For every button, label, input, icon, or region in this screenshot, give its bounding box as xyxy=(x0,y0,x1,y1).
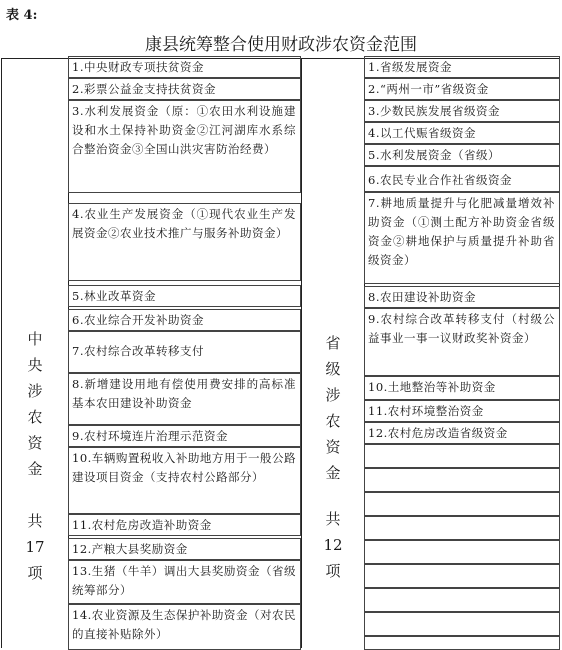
central-count: 17 xyxy=(25,538,45,556)
table-label: 表 4: xyxy=(6,8,38,23)
central-item: 5.林业改革资金 xyxy=(68,285,301,307)
provincial-item: 3.少数民族发展省级资金 xyxy=(364,100,560,122)
central-item: 6.农业综合开发补助资金 xyxy=(68,309,301,331)
central-count-suffix: 项 xyxy=(27,564,43,582)
empty-row xyxy=(364,444,560,468)
provincial-item: 5.水利发展资金（省级） xyxy=(364,144,560,166)
provincial-header xyxy=(320,330,346,584)
provincial-item: 4.以工代赈省级资金 xyxy=(364,122,560,144)
empty-row xyxy=(364,516,560,540)
provincial-item: 11.农村环境整治资金 xyxy=(364,400,560,422)
provincial-header-char: 金 xyxy=(325,464,341,482)
empty-row xyxy=(364,540,560,564)
central-header-char: 涉 xyxy=(27,382,43,400)
central-header-char: 央 xyxy=(27,356,43,374)
empty-row xyxy=(364,588,560,612)
central-item: 3.水利发展资金（原：①农田水利设施建设和水土保持补助资金②江河湖库水系综合整治资金③全国山洪灾害防治经费） xyxy=(68,100,301,193)
provincial-header-char: 级 xyxy=(325,360,341,378)
central-header-char: 农 xyxy=(27,408,43,426)
provincial-header-char: 资 xyxy=(325,438,341,456)
empty-row xyxy=(364,492,560,516)
central-item: 9.农村环境连片治理示范资金 xyxy=(68,425,301,447)
provincial-item: 12.农村危房改造省级资金 xyxy=(364,422,560,444)
central-item: 1.中央财政专项扶贫资金 xyxy=(68,56,301,78)
central-header-char: 金 xyxy=(27,460,43,478)
central-item: 12.产粮大县奖励资金 xyxy=(68,538,301,560)
central-header-char: 中 xyxy=(27,330,43,348)
provincial-count: 12 xyxy=(323,536,343,554)
provincial-header-char: 农 xyxy=(325,412,341,430)
central-item: 8.新增建设用地有偿使用费安排的高标准基本农田建设补助资金 xyxy=(68,373,301,425)
provincial-item: 8.农田建设补助资金 xyxy=(364,286,560,308)
provincial-item: 2.“两州一市”省级资金 xyxy=(364,78,560,100)
central-item: 14.农业资源及生态保护补助资金（对农民的直接补贴除外） xyxy=(68,604,301,650)
empty-row xyxy=(364,564,560,588)
central-item: 10.车辆购置税收入补助地方用于一般公路建设项目资金（支持农村公路部分） xyxy=(68,447,301,514)
provincial-item: 1.省级发展资金 xyxy=(364,56,560,78)
central-header xyxy=(22,326,48,586)
provincial-count-suffix: 项 xyxy=(325,562,341,580)
empty-row xyxy=(364,468,560,492)
central-item: 2.彩票公益金支持扶贫资金 xyxy=(68,78,301,100)
central-item: 4.农业生产发展资金（①现代农业生产发展资金②农业技术推广与服务补助资金） xyxy=(68,203,301,281)
central-item: 13.生猪（牛羊）调出大县奖励资金（省级统筹部分） xyxy=(68,560,301,604)
provincial-header-char: 省 xyxy=(325,334,341,352)
empty-row xyxy=(364,612,560,636)
provincial-header-char: 涉 xyxy=(325,386,341,404)
provincial-item: 9.农村综合改革转移支付（村级公益事业一事一议财政奖补资金） xyxy=(364,308,560,376)
provincial-item: 7.耕地质量提升与化肥减量增效补助资金（①测土配方补助资金省级资金②耕地保护与质量提升补助省级资金） xyxy=(364,192,560,284)
provincial-count-prefix: 共 xyxy=(325,510,341,528)
central-count-prefix: 共 xyxy=(27,512,43,530)
central-item: 7.农村综合改革转移支付 xyxy=(68,331,301,373)
central-item: 11.农村危房改造补助资金 xyxy=(68,514,301,536)
provincial-item: 6.农民专业合作社省级资金 xyxy=(364,166,560,192)
central-header-char: 资 xyxy=(27,434,43,452)
table-title: 康县统筹整合使用财政涉农资金范围 xyxy=(145,35,417,55)
provincial-item: 10.土地整治等补助资金 xyxy=(364,376,560,400)
